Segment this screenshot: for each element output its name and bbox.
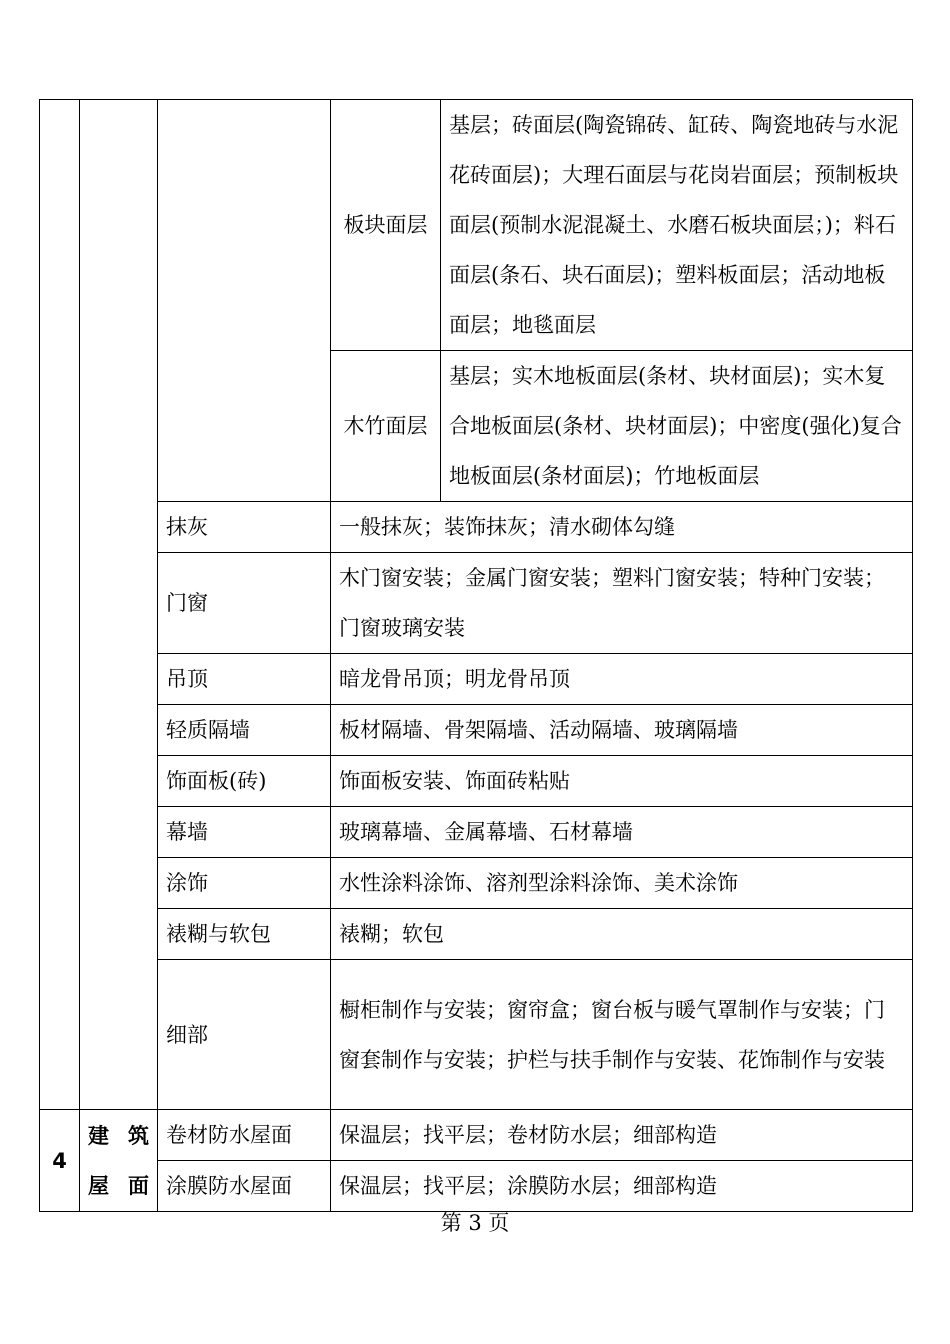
subdivision-name: 饰面板(砖) [158, 756, 331, 807]
item-list: 暗龙骨吊顶；明龙骨吊顶 [331, 654, 913, 705]
subdivision-name: 吊顶 [158, 654, 331, 705]
table-row [40, 909, 913, 960]
item-list: 饰面板安装、饰面砖粘贴 [331, 756, 913, 807]
subdivision-name: 涂饰 [158, 858, 331, 909]
sub-item-name: 板块面层 [331, 100, 441, 351]
subdivision-name: 细部 [158, 960, 331, 1110]
table-row [40, 756, 913, 807]
item-list: 基层；实木地板面层(条材、块材面层)；实木复合地板面层(条材、块材面层)；中密度(强化)复合地板面层(条材面层)；竹地板面层 [441, 351, 913, 502]
item-list: 保温层；找平层；涂膜防水层；细部构造 [331, 1161, 913, 1212]
table-row [40, 807, 913, 858]
subdivision-name: 抹灰 [158, 502, 331, 553]
item-list: 木门窗安装；金属门窗安装；塑料门窗安装；特种门安装；门窗玻璃安装 [331, 553, 913, 654]
item-list: 保温层；找平层；卷材防水层；细部构造 [331, 1110, 913, 1161]
table-row [40, 858, 913, 909]
table-row [40, 1161, 913, 1212]
item-list: 水性涂料涂饰、溶剂型涂料涂饰、美术涂饰 [331, 858, 913, 909]
sub-item-name: 木竹面层 [331, 351, 441, 502]
division-name: 建筑屋面 [80, 1110, 158, 1212]
table-row [40, 553, 913, 654]
subdivision-name: 涂膜防水屋面 [158, 1161, 331, 1212]
construction-division-table [39, 99, 913, 1212]
table-row [40, 1110, 913, 1161]
page-number: 第 3 页 [440, 1211, 510, 1235]
item-list: 一般抹灰；装饰抹灰；清水砌体勾缝 [331, 502, 913, 553]
table-row [40, 705, 913, 756]
division-number: 4 [40, 1110, 80, 1212]
number-cell [40, 100, 80, 1110]
item-list: 基层；砖面层(陶瓷锦砖、缸砖、陶瓷地砖与水泥花砖面层)；大理石面层与花岗岩面层；预制板块面层(预制水泥混凝土、水磨石板块面层；)；料石面层(条石、块石面层)；塑料板面层；活动地板面层；地毯面层 [441, 100, 913, 351]
item-list: 玻璃幕墙、金属幕墙、石材幕墙 [331, 807, 913, 858]
subdivision-name: 幕墙 [158, 807, 331, 858]
item-list: 板材隔墙、骨架隔墙、活动隔墙、玻璃隔墙 [331, 705, 913, 756]
item-list: 橱柜制作与安装；窗帘盒；窗台板与暖气罩制作与安装；门窗套制作与安装；护栏与扶手制作与安装、花饰制作与安装 [331, 960, 913, 1110]
table-row [40, 654, 913, 705]
item-list: 裱糊；软包 [331, 909, 913, 960]
division-cell [80, 100, 158, 1110]
subdivision-name: 门窗 [158, 553, 331, 654]
subdivision-name: 卷材防水屋面 [158, 1110, 331, 1161]
subdivision-cell [158, 100, 331, 502]
table-row [40, 502, 913, 553]
subdivision-name: 裱糊与软包 [158, 909, 331, 960]
table-row [40, 100, 913, 351]
subdivision-name: 轻质隔墙 [158, 705, 331, 756]
table-row [40, 960, 913, 1110]
